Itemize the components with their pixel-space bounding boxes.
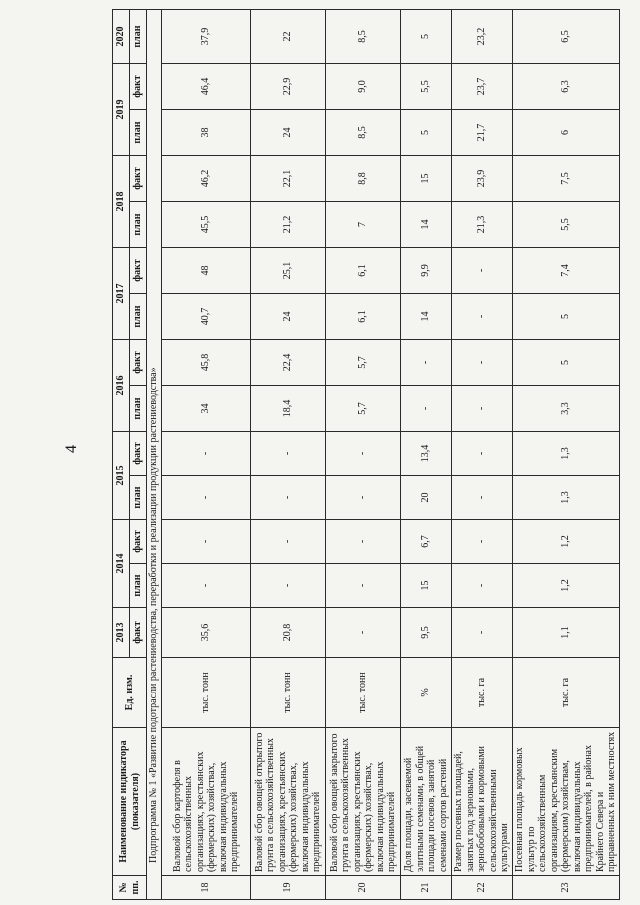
cell-value: 6,7 xyxy=(401,520,452,564)
row-name: Доля площади, засеваемой элитными семенами, в общей площади посевов, занятой семенами сортов растений xyxy=(401,728,452,876)
row-num: 18 xyxy=(162,876,251,900)
cell-value: 6,3 xyxy=(513,64,620,110)
cell-value: 21,7 xyxy=(452,110,513,156)
cell-value: 48 xyxy=(162,248,251,294)
header-plan: план xyxy=(130,202,147,248)
cell-value: 23,7 xyxy=(452,64,513,110)
row-unit: % xyxy=(401,658,452,728)
cell-value: - xyxy=(326,520,401,564)
header-plan: план xyxy=(130,476,147,520)
row-num: 22 xyxy=(452,876,513,900)
header-plan: план xyxy=(130,110,147,156)
cell-value: 13,4 xyxy=(401,432,452,476)
table-row xyxy=(162,10,251,900)
cell-value: 6,1 xyxy=(326,294,401,340)
header-unit: Ед. изм. xyxy=(113,658,147,728)
header-plan: план xyxy=(130,10,147,64)
cell-value: - xyxy=(251,476,326,520)
cell-value: 25,1 xyxy=(251,248,326,294)
cell-value: 5 xyxy=(513,294,620,340)
header-fact: факт xyxy=(130,156,147,202)
header-plan: план xyxy=(130,386,147,432)
cell-value: - xyxy=(162,432,251,476)
row-name: Валовой сбор картофеля в сельскохозяйственных организациях, крестьянских (фермерских) хозяйствах, включая индивидуальных предпринимателей xyxy=(162,728,251,876)
cell-value: - xyxy=(452,564,513,608)
row-num: 20 xyxy=(326,876,401,900)
cell-value: 8,5 xyxy=(326,10,401,64)
cell-value: 6,1 xyxy=(326,248,401,294)
header-fact: факт xyxy=(130,608,147,658)
cell-value: - xyxy=(326,432,401,476)
cell-value: - xyxy=(162,564,251,608)
cell-value: 40,7 xyxy=(162,294,251,340)
header-year-2016: 2016 xyxy=(113,340,130,432)
cell-value: 45,5 xyxy=(162,202,251,248)
cell-value: - xyxy=(326,476,401,520)
cell-value: - xyxy=(452,294,513,340)
cell-value: 23,2 xyxy=(452,10,513,64)
cell-value: - xyxy=(452,476,513,520)
cell-value: - xyxy=(251,432,326,476)
cell-value: 35,6 xyxy=(162,608,251,658)
cell-value: - xyxy=(251,564,326,608)
cell-value: 22,4 xyxy=(251,340,326,386)
header-year-2020: 2020 xyxy=(113,10,130,64)
cell-value: 46,2 xyxy=(162,156,251,202)
subprogram-title: Подпрограмма № 1 «Развитие подотрасли растениеводства, переработки и реализации продукции растениеводства» xyxy=(147,10,162,900)
cell-value: 8,5 xyxy=(326,110,401,156)
header-name: Наименование индикатора (показателя) xyxy=(113,728,147,876)
header-plan: план xyxy=(130,294,147,340)
cell-value: - xyxy=(452,608,513,658)
cell-value: 37,9 xyxy=(162,10,251,64)
cell-value: 7 xyxy=(326,202,401,248)
row-unit: тыс. тонн xyxy=(162,658,251,728)
row-unit: тыс. га xyxy=(513,658,620,728)
cell-value: 1,2 xyxy=(513,520,620,564)
cell-value: 14 xyxy=(401,202,452,248)
table-row xyxy=(401,10,452,900)
cell-value: - xyxy=(251,520,326,564)
cell-value: 1,1 xyxy=(513,608,620,658)
cell-value: 7,5 xyxy=(513,156,620,202)
table-row xyxy=(326,10,401,900)
cell-value: - xyxy=(452,386,513,432)
cell-value: 22 xyxy=(251,10,326,64)
header-fact: факт xyxy=(130,64,147,110)
cell-value: 15 xyxy=(401,156,452,202)
cell-value: 46,4 xyxy=(162,64,251,110)
subprogram-row xyxy=(147,10,162,900)
cell-value: - xyxy=(452,432,513,476)
cell-value: 20 xyxy=(401,476,452,520)
cell-value: 5,5 xyxy=(513,202,620,248)
cell-value: 1,3 xyxy=(513,432,620,476)
cell-value: 5,5 xyxy=(401,64,452,110)
indicators-table xyxy=(112,9,620,900)
header-row-years xyxy=(113,10,130,900)
header-year-2014: 2014 xyxy=(113,520,130,608)
cell-value: 23,9 xyxy=(452,156,513,202)
header-year-2017: 2017 xyxy=(113,248,130,340)
cell-value: 1,3 xyxy=(513,476,620,520)
cell-value: - xyxy=(401,340,452,386)
cell-value: 22,1 xyxy=(251,156,326,202)
cell-value: 9,9 xyxy=(401,248,452,294)
header-fact: факт xyxy=(130,432,147,476)
header-fact: факт xyxy=(130,340,147,386)
header-plan: план xyxy=(130,564,147,608)
row-num: 23 xyxy=(513,876,620,900)
cell-value: 18,4 xyxy=(251,386,326,432)
cell-value: 15 xyxy=(401,564,452,608)
cell-value: - xyxy=(162,476,251,520)
cell-value: 5,7 xyxy=(326,340,401,386)
row-num: 21 xyxy=(401,876,452,900)
row-name: Размер посевных площадей, занятых под зерновыми, зернобобовыми и кормовыми сельскохозяйственными культурами xyxy=(452,728,513,876)
header-num: № пп. xyxy=(113,876,147,900)
cell-value: 24 xyxy=(251,110,326,156)
cell-value: 9,0 xyxy=(326,64,401,110)
row-unit: тыс. тонн xyxy=(326,658,401,728)
cell-value: 24 xyxy=(251,294,326,340)
cell-value: 5 xyxy=(401,10,452,64)
header-fact: факт xyxy=(130,248,147,294)
cell-value: - xyxy=(326,564,401,608)
page-number: 4 xyxy=(63,445,80,453)
cell-value: 9,5 xyxy=(401,608,452,658)
row-unit: тыс. га xyxy=(452,658,513,728)
row-num: 19 xyxy=(251,876,326,900)
header-year-2013: 2013 xyxy=(113,608,130,658)
cell-value: 8,8 xyxy=(326,156,401,202)
cell-value: 6 xyxy=(513,110,620,156)
row-unit: тыс. тонн xyxy=(251,658,326,728)
cell-value: - xyxy=(452,248,513,294)
cell-value: - xyxy=(452,520,513,564)
cell-value: 20,8 xyxy=(251,608,326,658)
cell-value: 22,9 xyxy=(251,64,326,110)
cell-value: - xyxy=(326,608,401,658)
cell-value: - xyxy=(162,520,251,564)
cell-value: 21,2 xyxy=(251,202,326,248)
header-fact: факт xyxy=(130,520,147,564)
cell-value: 14 xyxy=(401,294,452,340)
row-name: Валовой сбор овощей открытого грунта в сельскохозяйственных организациях, крестьянских (фермерских) хозяйствах, включая индивидуальных предпринимателей xyxy=(251,728,326,876)
cell-value: 34 xyxy=(162,386,251,432)
table-row xyxy=(513,10,620,900)
header-year-2015: 2015 xyxy=(113,432,130,520)
cell-value: 1,2 xyxy=(513,564,620,608)
cell-value: 21,3 xyxy=(452,202,513,248)
table-row xyxy=(452,10,513,900)
rotated-table-frame xyxy=(112,10,617,900)
cell-value: 38 xyxy=(162,110,251,156)
cell-value: 5,7 xyxy=(326,386,401,432)
cell-value: 6,5 xyxy=(513,10,620,64)
cell-value: 5 xyxy=(513,340,620,386)
cell-value: - xyxy=(401,386,452,432)
cell-value: 5 xyxy=(401,110,452,156)
cell-value: - xyxy=(452,340,513,386)
cell-value: 45,8 xyxy=(162,340,251,386)
header-year-2019: 2019 xyxy=(113,64,130,156)
row-name: Валовой сбор овощей закрытого грунта в сельскохозяйственных организациях, крестьянских (фермерских) хозяйствах, включая индивидуальных предпринимателей xyxy=(326,728,401,876)
table-row xyxy=(251,10,326,900)
row-name: Посевная площадь кормовых культур по сельскохозяйственным организациям, крестьянским (фермерским) хозяйствам, включая индивидуальных предпринимателей, в районах Крайнего Севера и приравненных к ним местностях xyxy=(513,728,620,876)
cell-value: 3,3 xyxy=(513,386,620,432)
header-year-2018: 2018 xyxy=(113,156,130,248)
cell-value: 7,4 xyxy=(513,248,620,294)
